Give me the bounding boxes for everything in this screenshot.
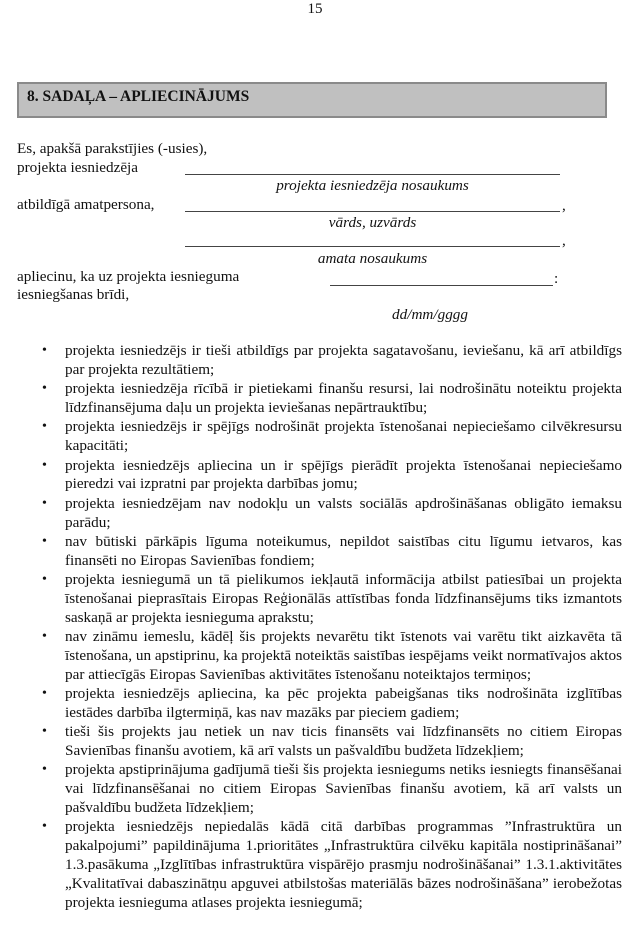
date-colon: : — [554, 270, 559, 287]
declaration-item: • nav būtiski pārkāpis līguma noteikumus, nepildot saistības citu līgumu ietvaros, kas finansēti no Eiropas Savienības fondiem; — [0, 533, 630, 571]
official-label: atbildīgā amatpersona, — [17, 196, 155, 213]
certify-text-line2: iesniegšanas brīdi, — [17, 286, 130, 303]
declaration-item: • projekta iesniedzējs nepiedalās kādā citā darbības programmas ”Infrastruktūra un pakalpojumi” papildinājuma 1.prioritātes „Infrastruktūra cilvēku kapitāla nostiprināšanai” 1.3.pasākuma „Izglītības infrastruktūra vispārējo prasmju nodrošināšanai” 1.3.1.aktivitātes „Kvalitatīvai dabaszinātņu apguvei atbilstošas materiālās bāzes nodrošināšana” ierobežotas projekta iesnieguma atlases projekta iesniegumā; — [0, 818, 630, 912]
declaration-item: • tieši šis projekts jau netiek un nav ticis finansēts vai līdzfinansēts no citiem Eiropas Savienības finanšu avotiem, kā arī valsts un pašvaldību budžeta līdzekļiem; — [0, 723, 630, 761]
official-comma: , — [562, 197, 566, 214]
date-format-caption: dd/mm/gggg — [392, 306, 468, 323]
official-name-field[interactable] — [185, 211, 560, 212]
declarations-list — [0, 342, 630, 913]
certify-text-line1: apliecinu, ka uz projekta iesnieguma — [17, 268, 240, 285]
declaration-item: • projekta iesniegumā un tā pielikumos iekļautā informācija atbilst patiesībai un projekta īstenošanai pieprasītais Eiropas Reģionālās attīstības fonda līdzfinansējums tiks izmantots saskaņā ar projekta iesnieguma aprakstu; — [0, 571, 630, 627]
declaration-item: • projekta iesniedzējs ir tieši atbildīgs par projekta sagatavošanu, ieviešanu, kā arī atbildīgs par projekta rezultātiem; — [0, 342, 630, 380]
position-title-field[interactable] — [185, 246, 560, 247]
declaration-item: • projekta iesniedzējam nav nodokļu un valsts sociālās apdrošināšanas obligāto iemaksu parādu; — [0, 495, 630, 533]
section-title: 8. SADAĻA – APLIECINĀJUMS — [27, 88, 250, 105]
section-header — [17, 82, 607, 118]
declaration-item: • projekta iesniedzējs ir spējīgs nodrošināt projekta īstenošanai nepieciešamo cilvēkresursu kapacitāti; — [0, 418, 630, 456]
official-name-caption: vārds, uzvārds — [328, 214, 417, 231]
applicant-label: projekta iesniedzēja — [17, 159, 139, 176]
applicant-name-field[interactable] — [185, 174, 560, 175]
page-number: 15 — [307, 1, 323, 17]
declaration-item: • projekta apstiprinājuma gadījumā tieši šis projekta iesniegums netiks iesniegts finansēšanai vai līdzfinansēšanai no citiem Eiropas Savienības finanšu avotiem, kā arī valsts un pašvaldību budžeta līdzekļiem; — [0, 761, 630, 817]
declaration-item: • projekta iesniedzēja rīcībā ir pietiekami finanšu resursi, lai nodrošinātu noteiktu projekta līdzfinansējuma daļu un projekta ieviešanas nepārtrauktību; — [0, 380, 630, 418]
applicant-name-caption: projekta iesniedzēja nosaukums — [276, 177, 469, 194]
declaration-item: • projekta iesniedzējs apliecina un ir spējīgs pierādīt projekta īstenošanai nepieciešamo pieredzi vai izpratni par projekta darbības jomu; — [0, 457, 630, 495]
position-comma: , — [562, 232, 566, 249]
date-field[interactable] — [330, 285, 553, 286]
declaration-item: • nav zināmu iemeslu, kādēļ šis projekts nevarētu tikt īstenots vai varētu tikt aizkavēta tā īstenošana, un apstiprinu, ka projektā noteiktās saistības iespējams veikt normatīvajos aktos par attiecīgās Eiropas Savienības aktivitātes īstenošanu noteiktajos termiņos; — [0, 628, 630, 684]
intro-text: Es, apakšā parakstījies (-usies), — [17, 140, 208, 157]
position-title-caption: amata nosaukums — [317, 250, 428, 267]
declaration-item: • projekta iesniedzējs apliecina, ka pēc projekta pabeigšanas tiks nodrošināta izglītības iestādes darbība ilgtermiņā, kas nav mazāks par pieciem gadiem; — [0, 685, 630, 723]
